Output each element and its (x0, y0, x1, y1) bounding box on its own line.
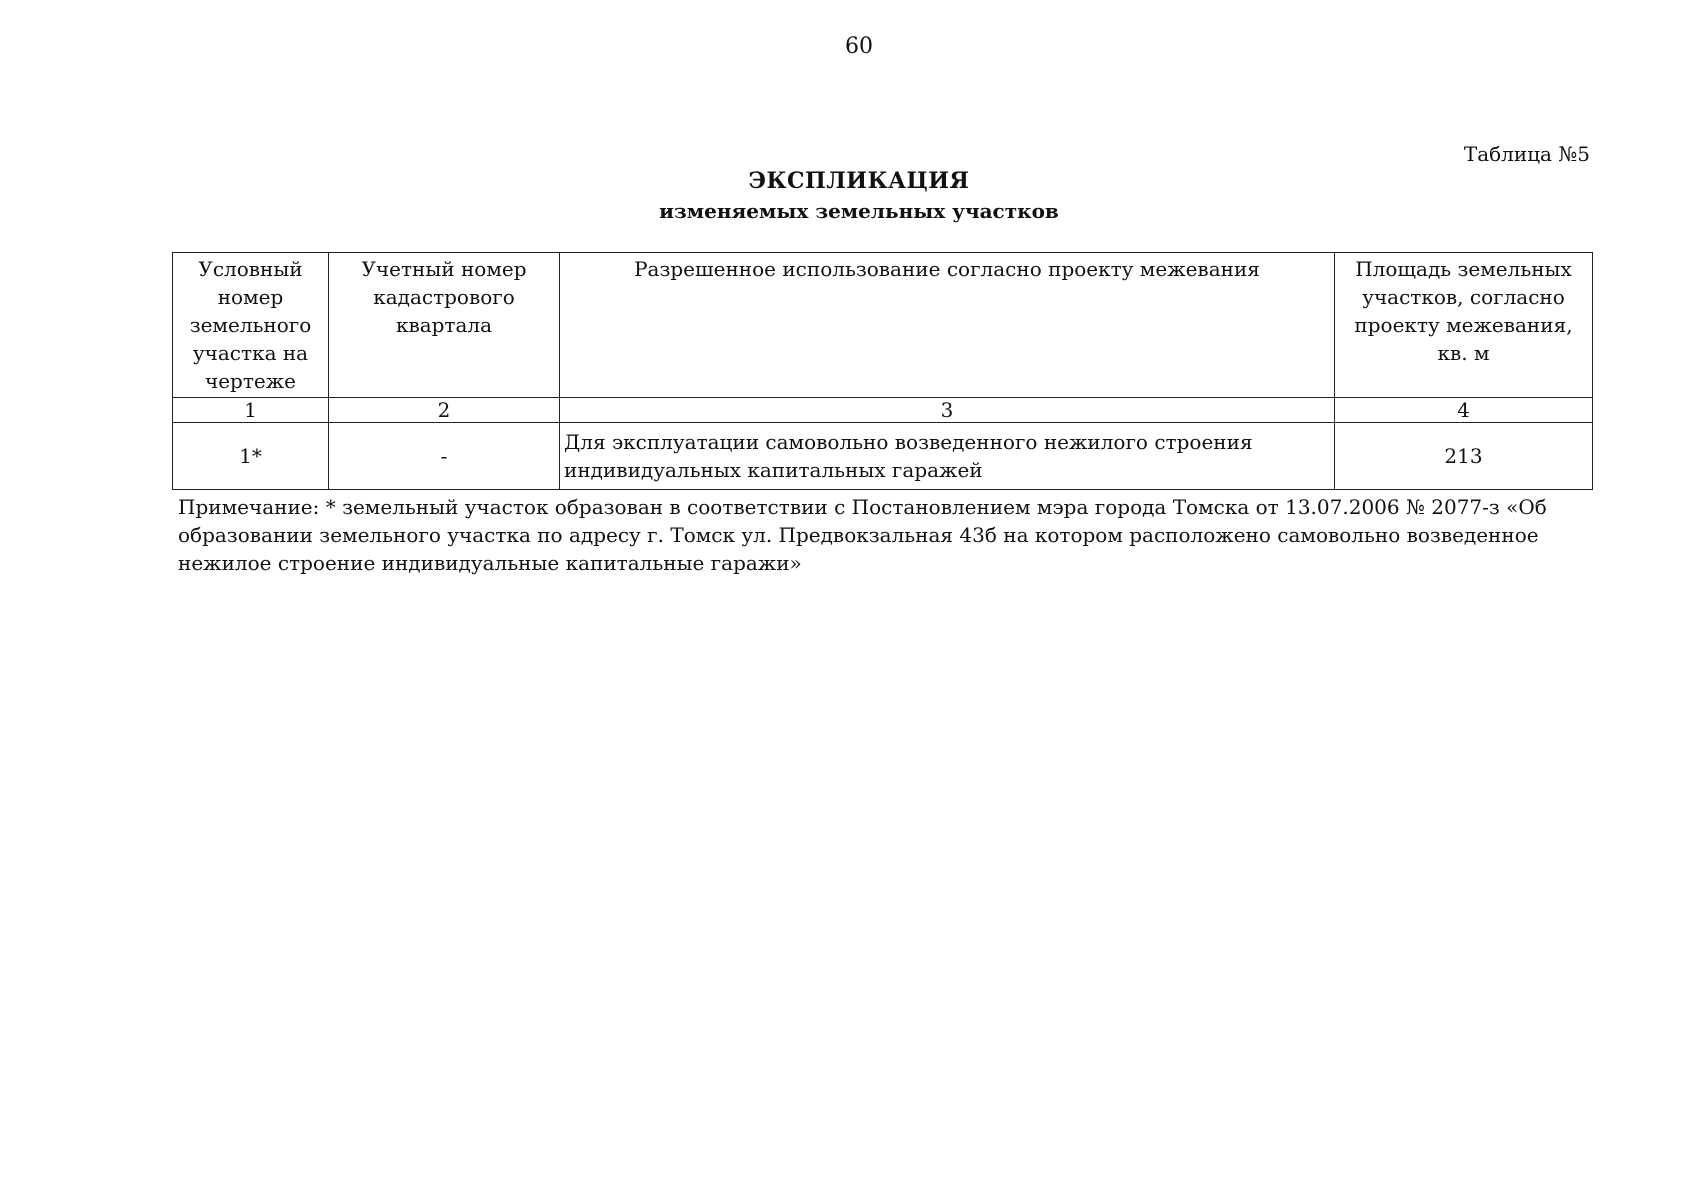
header-permitted-use: Разрешенное использование согласно проекту межевания (560, 253, 1335, 398)
cell-permitted-use: Для эксплуатации самовольно возведенного нежилого строения индивидуальных капитальных гаражей (560, 423, 1335, 490)
header-plot-number: Условный номер земельного участка на чертеже (173, 253, 329, 398)
table-note: Примечание: * земельный участок образован в соответствии с Постановлением мэра города Томска от 13.07.2006 № 2077-з «Об образовании земельного участка по адресу г. Томск ул. Предвокзальная 43б на котором расположено самовольно возведенное нежилое строение индивидуальные капитальные гаражи» (178, 495, 1547, 575)
page-number: 60 (845, 34, 873, 59)
cell-area: 213 (1335, 423, 1593, 490)
table-header-row (173, 253, 1593, 398)
document-title: ЭКСПЛИКАЦИЯ (748, 168, 970, 194)
explication-table (172, 252, 1593, 490)
table-row (173, 423, 1593, 490)
column-index: 1 (173, 398, 329, 423)
column-index: 2 (329, 398, 560, 423)
cell-cadastral-quarter: - (329, 423, 560, 490)
document-subtitle: изменяемых земельных участков (659, 199, 1059, 223)
table-label: Таблица №5 (1463, 142, 1590, 166)
header-cadastral-quarter: Учетный номер кадастрового квартала (329, 253, 560, 398)
column-index: 4 (1335, 398, 1593, 423)
column-index: 3 (560, 398, 1335, 423)
table-index-row (173, 398, 1593, 423)
header-area: Площадь земельных участков, согласно проекту межевания, кв. м (1335, 253, 1593, 398)
cell-plot-number: 1* (173, 423, 329, 490)
